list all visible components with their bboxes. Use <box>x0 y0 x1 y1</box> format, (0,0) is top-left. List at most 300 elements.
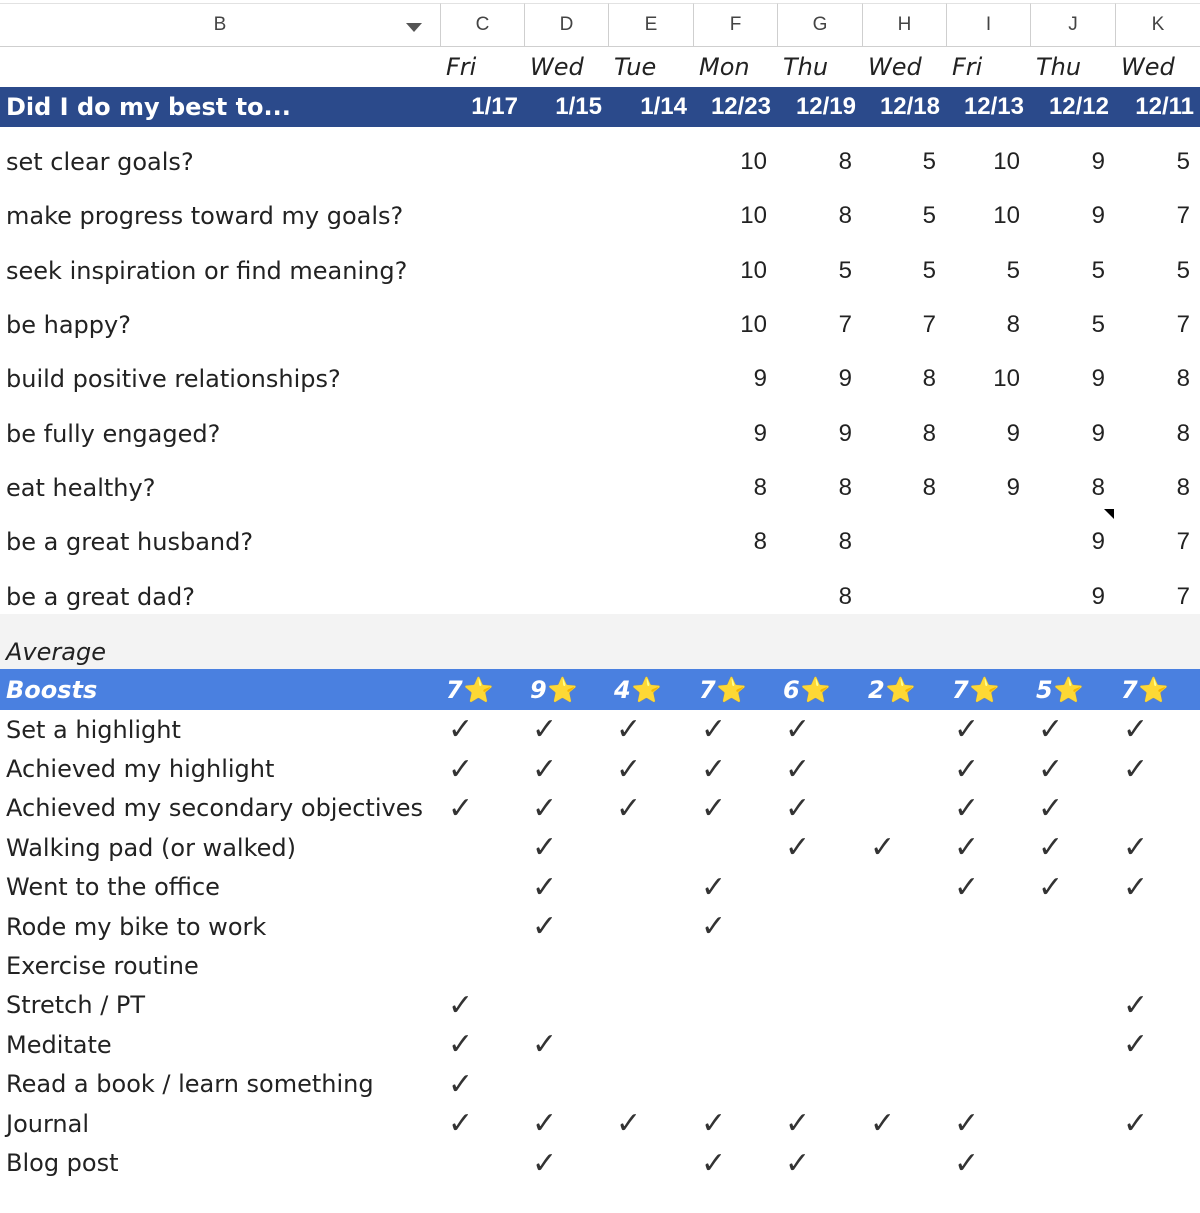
column-letter: C <box>475 14 490 35</box>
score-cell[interactable]: 7 <box>1176 311 1190 339</box>
question-row <box>0 244 1200 298</box>
column-header-f[interactable] <box>693 3 777 47</box>
score-cell[interactable]: 8 <box>1176 365 1190 393</box>
average-label[interactable]: Average <box>6 637 106 666</box>
checkmark-icon: ✓ <box>448 790 474 826</box>
score-cell[interactable]: 5 <box>922 148 936 176</box>
column-letter: E <box>644 14 658 35</box>
score-cell[interactable]: 5 <box>1091 256 1105 284</box>
column-letter: D <box>559 14 574 35</box>
check-cell[interactable] <box>1115 1025 1200 1064</box>
star-icon: ⭐ <box>885 675 916 704</box>
checkmark-icon: ✓ <box>1038 830 1064 866</box>
boost-count-cell[interactable] <box>530 669 614 710</box>
check-cell[interactable] <box>524 868 608 907</box>
check-cell[interactable] <box>1115 749 1200 788</box>
score-cell[interactable]: 9 <box>1091 148 1105 176</box>
column-header-bar <box>0 0 1200 47</box>
check-cell[interactable] <box>946 907 1030 946</box>
score-cell[interactable]: 8 <box>753 473 767 501</box>
boost-count: 7 <box>952 675 969 704</box>
score-cell[interactable]: 5 <box>1091 311 1105 339</box>
check-cell[interactable] <box>1115 868 1200 907</box>
day-label[interactable]: Thu <box>1036 53 1082 81</box>
question-label[interactable]: build positive relationships? <box>6 365 341 394</box>
check-cell[interactable] <box>946 946 1030 985</box>
score-cell[interactable]: 8 <box>1176 473 1190 501</box>
checkmark-icon: ✓ <box>448 751 474 787</box>
score-cell[interactable]: 7 <box>922 311 936 339</box>
check-cell[interactable] <box>693 749 777 788</box>
boost-label[interactable]: Achieved my secondary objectives <box>6 794 423 823</box>
score-cell[interactable]: 5 <box>838 256 852 284</box>
checkmark-icon: ✓ <box>954 712 980 748</box>
day-label[interactable]: Thu <box>783 53 829 81</box>
column-header-b[interactable] <box>0 3 440 47</box>
comment-indicator-icon[interactable] <box>1104 509 1114 519</box>
check-cell[interactable] <box>862 868 946 907</box>
star-icon: ⭐ <box>547 675 578 704</box>
checkmark-icon: ✓ <box>1123 830 1149 866</box>
check-cell[interactable] <box>1030 907 1115 946</box>
score-cell[interactable]: 9 <box>838 419 852 447</box>
boosts-header-row <box>0 669 1200 710</box>
checkmark-icon: ✓ <box>701 1145 727 1181</box>
score-cell[interactable]: 9 <box>1091 528 1105 556</box>
check-cell[interactable] <box>777 1025 862 1064</box>
question-row <box>0 298 1200 352</box>
checkmark-icon: ✓ <box>1123 751 1149 787</box>
check-cell[interactable] <box>524 789 608 828</box>
check-cell[interactable] <box>1115 789 1200 828</box>
checkmark-icon: ✓ <box>954 790 980 826</box>
check-cell[interactable] <box>440 1065 524 1104</box>
check-cell[interactable] <box>1115 907 1200 946</box>
score-cell[interactable]: 5 <box>922 202 936 230</box>
score-cell[interactable]: 10 <box>740 148 767 176</box>
checkmark-icon: ✓ <box>532 1145 558 1181</box>
checkmark-icon: ✓ <box>954 1145 980 1181</box>
check-cell[interactable] <box>862 946 946 985</box>
boost-count: 5 <box>1036 675 1053 704</box>
checkmark-icon: ✓ <box>616 712 642 748</box>
score-cell[interactable]: 10 <box>740 202 767 230</box>
check-cell[interactable] <box>440 789 524 828</box>
check-cell[interactable] <box>862 1104 946 1143</box>
question-row <box>0 352 1200 406</box>
score-cell[interactable]: 5 <box>922 256 936 284</box>
boost-count-cell[interactable] <box>699 669 783 710</box>
check-cell[interactable] <box>693 1025 777 1064</box>
checkmark-icon: ✓ <box>532 790 558 826</box>
boost-count-cell[interactable] <box>1121 669 1200 710</box>
check-cell[interactable] <box>608 749 693 788</box>
score-cell[interactable]: 5 <box>1176 148 1190 176</box>
check-cell[interactable] <box>862 1143 946 1182</box>
check-cell[interactable] <box>946 828 1030 867</box>
day-label[interactable]: Fri <box>446 53 477 81</box>
checkmark-icon: ✓ <box>448 987 474 1023</box>
day-label[interactable]: Wed <box>868 53 922 81</box>
score-cell[interactable]: 7 <box>1176 528 1190 556</box>
score-cell[interactable]: 5 <box>1006 256 1020 284</box>
check-cell[interactable] <box>693 789 777 828</box>
checkmark-icon: ✓ <box>785 712 811 748</box>
check-cell[interactable] <box>693 710 777 749</box>
question-row <box>0 135 1200 189</box>
check-cell[interactable] <box>693 1104 777 1143</box>
checkmark-icon: ✓ <box>870 1106 896 1142</box>
column-letter: H <box>897 14 912 35</box>
check-cell[interactable] <box>777 749 862 788</box>
column-letter: G <box>812 14 828 35</box>
check-cell[interactable] <box>440 828 524 867</box>
boost-row <box>0 986 1200 1025</box>
boost-label[interactable]: Walking pad (or walked) <box>6 833 296 862</box>
check-cell[interactable] <box>440 907 524 946</box>
boost-label[interactable]: Stretch / PT <box>6 991 146 1020</box>
check-cell[interactable] <box>777 789 862 828</box>
checkmark-icon: ✓ <box>701 869 727 905</box>
score-cell[interactable]: 9 <box>1091 582 1105 610</box>
boost-label[interactable]: Went to the office <box>6 873 220 902</box>
check-cell[interactable] <box>524 1143 608 1182</box>
date-header[interactable]: 12/13 <box>963 93 1024 120</box>
boost-count: 7 <box>1121 675 1138 704</box>
question-label[interactable]: be fully engaged? <box>6 419 221 448</box>
boost-row <box>0 1104 1200 1143</box>
date-header[interactable]: 12/19 <box>795 93 856 120</box>
boost-row <box>0 946 1200 985</box>
question-label[interactable]: seek inspiration or find meaning? <box>6 256 408 285</box>
score-cell[interactable]: 9 <box>1091 202 1105 230</box>
star-icon: ⭐ <box>969 675 1000 704</box>
check-cell[interactable] <box>608 710 693 749</box>
check-cell[interactable] <box>608 828 693 867</box>
check-cell[interactable] <box>1030 1143 1115 1182</box>
checkmark-icon: ✓ <box>701 712 727 748</box>
checkmark-icon: ✓ <box>448 1066 474 1102</box>
score-cell[interactable]: 7 <box>1176 202 1190 230</box>
boost-label[interactable]: Read a book / learn something <box>6 1070 374 1099</box>
score-cell[interactable]: 8 <box>838 528 852 556</box>
column-header-e[interactable] <box>608 3 693 47</box>
day-row <box>0 47 1200 87</box>
check-cell[interactable] <box>777 710 862 749</box>
column-header-i[interactable] <box>946 3 1030 47</box>
check-cell[interactable] <box>693 828 777 867</box>
score-cell[interactable]: 7 <box>1176 582 1190 610</box>
boost-label[interactable]: Achieved my highlight <box>6 755 275 784</box>
check-cell[interactable] <box>862 789 946 828</box>
check-cell[interactable] <box>608 868 693 907</box>
checkmark-icon: ✓ <box>954 1106 980 1142</box>
check-cell[interactable] <box>1030 749 1115 788</box>
check-cell[interactable] <box>1030 986 1115 1025</box>
score-cell[interactable]: 8 <box>1006 311 1020 339</box>
boost-row <box>0 789 1200 828</box>
check-cell[interactable] <box>693 907 777 946</box>
boost-label[interactable]: Exercise routine <box>6 952 199 981</box>
check-cell[interactable] <box>440 1104 524 1143</box>
checkmark-icon: ✓ <box>701 1106 727 1142</box>
question-label[interactable]: be a great dad? <box>6 582 195 611</box>
check-cell[interactable] <box>777 868 862 907</box>
check-cell[interactable] <box>946 749 1030 788</box>
check-cell[interactable] <box>862 907 946 946</box>
check-cell[interactable] <box>440 1025 524 1064</box>
check-cell[interactable] <box>524 1104 608 1143</box>
checkmark-icon: ✓ <box>532 1106 558 1142</box>
column-letter: F <box>729 14 742 35</box>
checkmark-icon: ✓ <box>1123 1106 1149 1142</box>
column-letter: K <box>1151 14 1165 35</box>
day-label[interactable]: Mon <box>699 53 750 81</box>
check-cell[interactable] <box>946 1143 1030 1182</box>
check-cell[interactable] <box>608 789 693 828</box>
score-cell[interactable]: 8 <box>922 473 936 501</box>
question-label[interactable]: make progress toward my goals? <box>6 202 404 231</box>
boost-count-cell[interactable] <box>1036 669 1121 710</box>
check-cell[interactable] <box>524 710 608 749</box>
check-cell[interactable] <box>777 986 862 1025</box>
check-cell[interactable] <box>440 946 524 985</box>
column-header-k[interactable] <box>1115 3 1200 47</box>
boost-label[interactable]: Blog post <box>6 1149 119 1178</box>
check-cell[interactable] <box>946 986 1030 1025</box>
score-cell[interactable]: 5 <box>1176 256 1190 284</box>
check-cell[interactable] <box>1030 1104 1115 1143</box>
check-cell[interactable] <box>1115 1104 1200 1143</box>
check-cell[interactable] <box>862 749 946 788</box>
date-header[interactable]: 12/23 <box>710 93 771 120</box>
check-cell[interactable] <box>1030 1025 1115 1064</box>
boost-row <box>0 1025 1200 1064</box>
check-cell[interactable] <box>608 1104 693 1143</box>
score-cell[interactable]: 10 <box>993 202 1020 230</box>
boost-row <box>0 749 1200 788</box>
check-cell[interactable] <box>524 986 608 1025</box>
boost-count: 2 <box>868 675 885 704</box>
checkmark-icon: ✓ <box>448 1106 474 1142</box>
checkmark-icon: ✓ <box>1038 712 1064 748</box>
check-cell[interactable] <box>524 1025 608 1064</box>
checkmark-icon: ✓ <box>532 869 558 905</box>
boost-count-cell[interactable] <box>446 669 530 710</box>
column-header-c[interactable] <box>440 3 524 47</box>
boost-count-cell[interactable] <box>783 669 868 710</box>
check-cell[interactable] <box>524 907 608 946</box>
checkmark-icon: ✓ <box>701 751 727 787</box>
boost-count-cell[interactable] <box>868 669 952 710</box>
boost-label[interactable]: Rode my bike to work <box>6 912 267 941</box>
checkmark-icon: ✓ <box>785 830 811 866</box>
score-cell[interactable]: 8 <box>838 202 852 230</box>
day-label[interactable]: Tue <box>614 53 657 81</box>
check-cell[interactable] <box>1115 710 1200 749</box>
checkmark-icon: ✓ <box>616 790 642 826</box>
check-cell[interactable] <box>946 789 1030 828</box>
score-cell[interactable]: 8 <box>838 582 852 610</box>
check-cell[interactable] <box>1115 946 1200 985</box>
check-cell[interactable] <box>1030 868 1115 907</box>
question-label[interactable]: set clear goals? <box>6 148 194 177</box>
score-cell[interactable]: 8 <box>753 528 767 556</box>
check-cell[interactable] <box>608 1065 693 1104</box>
star-icon: ⭐ <box>1138 675 1169 704</box>
check-cell[interactable] <box>1115 828 1200 867</box>
check-cell[interactable] <box>862 986 946 1025</box>
boost-row <box>0 868 1200 907</box>
checkmark-icon: ✓ <box>1123 987 1149 1023</box>
boosts-label[interactable]: Boosts <box>6 675 98 704</box>
check-cell[interactable] <box>524 749 608 788</box>
check-cell[interactable] <box>693 946 777 985</box>
score-cell[interactable]: 9 <box>1006 419 1020 447</box>
date-header[interactable]: 1/15 <box>555 93 602 120</box>
score-cell[interactable]: 8 <box>838 473 852 501</box>
day-label[interactable]: Fri <box>952 53 983 81</box>
check-cell[interactable] <box>608 907 693 946</box>
checkmark-icon: ✓ <box>448 1027 474 1063</box>
check-cell[interactable] <box>777 946 862 985</box>
score-cell[interactable]: 9 <box>1091 365 1105 393</box>
boost-count-cell[interactable] <box>952 669 1036 710</box>
check-cell[interactable] <box>946 1065 1030 1104</box>
check-cell[interactable] <box>608 1025 693 1064</box>
check-cell[interactable] <box>777 1104 862 1143</box>
check-cell[interactable] <box>524 1065 608 1104</box>
check-cell[interactable] <box>946 1104 1030 1143</box>
day-label[interactable]: Wed <box>530 53 584 81</box>
score-cell[interactable]: 9 <box>753 419 767 447</box>
question-label[interactable]: be a great husband? <box>6 528 254 557</box>
star-icon: ⭐ <box>800 675 831 704</box>
check-cell[interactable] <box>1115 986 1200 1025</box>
score-cell[interactable]: 8 <box>922 365 936 393</box>
check-cell[interactable] <box>440 710 524 749</box>
score-cell[interactable]: 9 <box>753 365 767 393</box>
star-icon: ⭐ <box>1053 675 1084 704</box>
check-cell[interactable] <box>946 1025 1030 1064</box>
check-cell[interactable] <box>862 828 946 867</box>
checkmark-icon: ✓ <box>1038 869 1064 905</box>
checkmark-icon: ✓ <box>1038 751 1064 787</box>
column-header-d[interactable] <box>524 3 608 47</box>
checkmark-icon: ✓ <box>448 712 474 748</box>
boost-count: 4 <box>614 675 631 704</box>
question-label[interactable]: be happy? <box>6 311 131 340</box>
check-cell[interactable] <box>440 868 524 907</box>
date-header[interactable]: 12/11 <box>1135 93 1194 120</box>
score-cell[interactable]: 10 <box>993 365 1020 393</box>
score-cell[interactable]: 9 <box>1006 473 1020 501</box>
score-cell[interactable]: 8 <box>922 419 936 447</box>
section-title[interactable]: Did I do my best to... <box>6 93 291 121</box>
score-cell[interactable]: 7 <box>838 311 852 339</box>
score-cell[interactable]: 10 <box>740 256 767 284</box>
column-header-h[interactable] <box>862 3 946 47</box>
check-cell[interactable] <box>693 986 777 1025</box>
check-cell[interactable] <box>524 946 608 985</box>
check-cell[interactable] <box>440 986 524 1025</box>
check-cell[interactable] <box>777 828 862 867</box>
check-cell[interactable] <box>946 710 1030 749</box>
score-cell[interactable]: 9 <box>1091 419 1105 447</box>
checkmark-icon: ✓ <box>954 751 980 787</box>
column-letter: B <box>213 14 227 35</box>
check-cell[interactable] <box>946 868 1030 907</box>
score-cell[interactable]: 8 <box>1176 419 1190 447</box>
checkmark-icon: ✓ <box>532 712 558 748</box>
day-label[interactable]: Wed <box>1121 53 1175 81</box>
check-cell[interactable] <box>862 1025 946 1064</box>
score-cell[interactable]: 10 <box>740 311 767 339</box>
star-icon: ⭐ <box>463 675 494 704</box>
checkmark-icon: ✓ <box>785 1106 811 1142</box>
check-cell[interactable] <box>608 946 693 985</box>
check-cell[interactable] <box>1030 828 1115 867</box>
column-letter: I <box>985 14 992 35</box>
check-cell[interactable] <box>440 1143 524 1182</box>
star-icon: ⭐ <box>631 675 662 704</box>
check-cell[interactable] <box>1115 1143 1200 1182</box>
star-icon: ⭐ <box>716 675 747 704</box>
check-cell[interactable] <box>693 1143 777 1182</box>
score-cell[interactable]: 8 <box>838 148 852 176</box>
column-header-j[interactable] <box>1030 3 1115 47</box>
check-cell[interactable] <box>777 907 862 946</box>
check-cell[interactable] <box>440 749 524 788</box>
score-cell[interactable]: 10 <box>993 148 1020 176</box>
boost-row <box>0 1065 1200 1104</box>
date-header[interactable]: 1/17 <box>471 93 518 120</box>
question-row <box>0 407 1200 461</box>
checkmark-icon: ✓ <box>1038 790 1064 826</box>
boost-label[interactable]: Meditate <box>6 1030 112 1059</box>
date-header[interactable]: 1/14 <box>640 93 687 120</box>
boost-label[interactable]: Set a highlight <box>6 715 181 744</box>
chevron-down-icon[interactable] <box>406 23 422 32</box>
check-cell[interactable] <box>1030 710 1115 749</box>
check-cell[interactable] <box>608 1143 693 1182</box>
checkmark-icon: ✓ <box>1123 712 1149 748</box>
check-cell[interactable] <box>862 710 946 749</box>
check-cell[interactable] <box>1030 1065 1115 1104</box>
date-header[interactable]: 12/12 <box>1048 93 1109 120</box>
check-cell[interactable] <box>862 1065 946 1104</box>
checkmark-icon: ✓ <box>701 909 727 945</box>
question-label[interactable]: eat healthy? <box>6 473 156 502</box>
check-cell[interactable] <box>777 1065 862 1104</box>
column-header-g[interactable] <box>777 3 862 47</box>
score-cell[interactable]: 8 <box>1091 473 1105 501</box>
check-cell[interactable] <box>608 986 693 1025</box>
check-cell[interactable] <box>524 828 608 867</box>
checkmark-icon: ✓ <box>532 830 558 866</box>
score-cell[interactable]: 9 <box>838 365 852 393</box>
check-cell[interactable] <box>777 1143 862 1182</box>
check-cell[interactable] <box>1030 946 1115 985</box>
boost-label[interactable]: Journal <box>6 1109 90 1138</box>
check-cell[interactable] <box>693 1065 777 1104</box>
boost-count: 6 <box>783 675 800 704</box>
check-cell[interactable] <box>1030 789 1115 828</box>
check-cell[interactable] <box>693 868 777 907</box>
date-header[interactable]: 12/18 <box>879 93 940 120</box>
check-cell[interactable] <box>1115 1065 1200 1104</box>
boost-count-cell[interactable] <box>614 669 699 710</box>
